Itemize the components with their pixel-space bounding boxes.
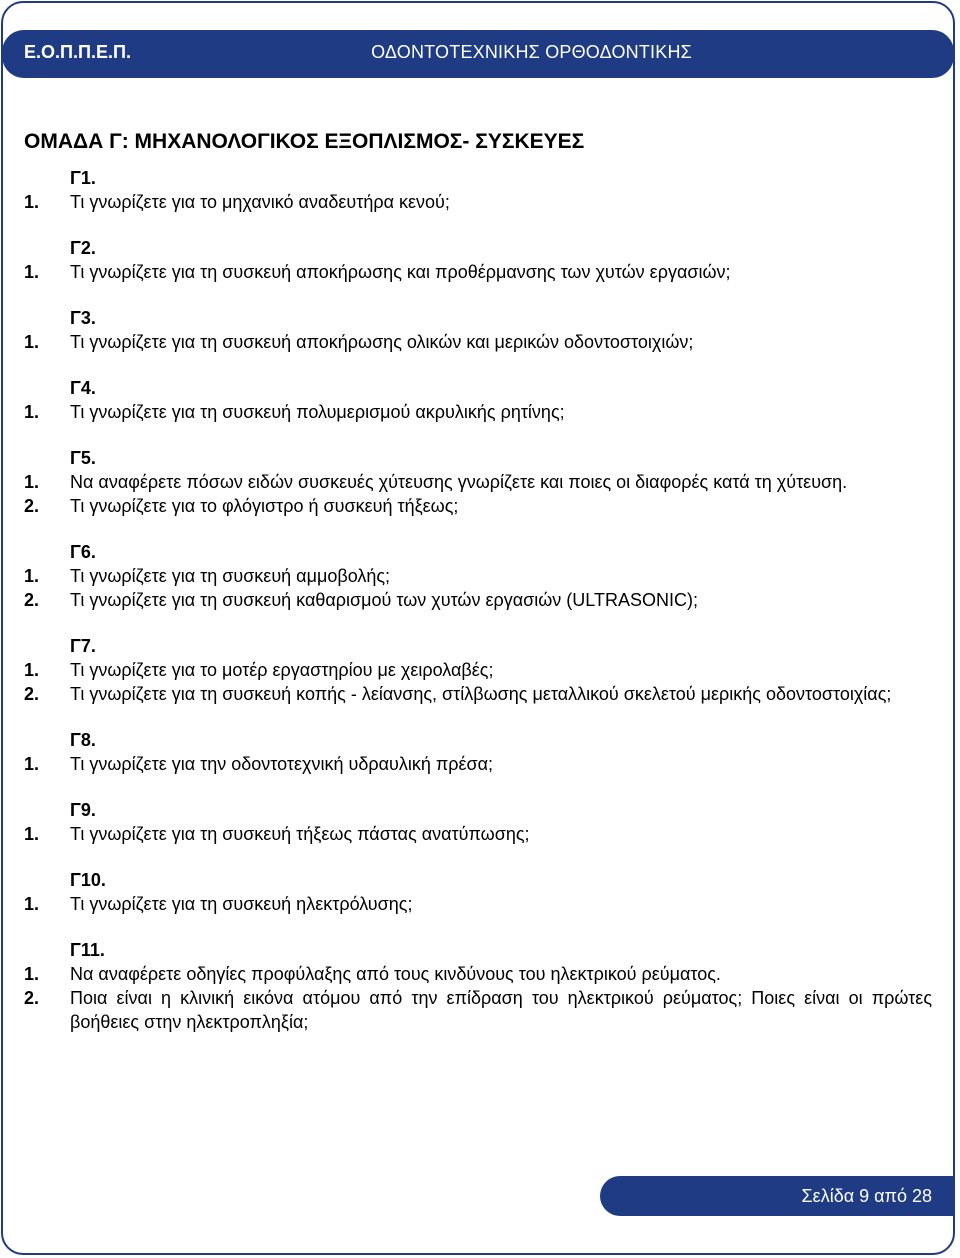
question-item: [24, 494, 932, 518]
question-number: 1.: [24, 472, 40, 492]
question-number: 1.: [24, 660, 40, 680]
question-group: [24, 540, 932, 612]
group-label: Γ2.: [70, 238, 96, 258]
question-text: Τι γνωρίζετε για το μοτέρ εργαστηρίου με χειρολαβές;: [70, 660, 494, 680]
question-groups: [24, 166, 932, 1034]
question-item: [24, 682, 932, 706]
question-number: 1.: [24, 332, 40, 352]
question-number: 2.: [24, 496, 40, 516]
question-text: Να αναφέρετε οδηγίες προφύλαξης από τους κινδύνους του ηλεκτρικού ρεύματος.: [70, 964, 721, 984]
question-number: 1.: [24, 964, 40, 984]
group-label: Γ11.: [70, 940, 105, 960]
question-item: [24, 330, 932, 354]
question-text: Τι γνωρίζετε για τη συσκευή κοπής - λείανσης, στίλβωσης μεταλλικού σκελετού μερικής οδοντοστοιχίας;: [70, 684, 892, 704]
group-label: Γ4.: [70, 378, 96, 398]
question-group: [24, 798, 932, 846]
question-item: [24, 892, 932, 916]
group-label: Γ10.: [70, 870, 106, 890]
question-group: [24, 306, 932, 354]
document-body: [24, 130, 932, 1056]
question-text: Τι γνωρίζετε για τη συσκευή πολυμερισμού ακρυλικής ρητίνης;: [70, 402, 565, 422]
question-number: 1.: [24, 824, 40, 844]
question-item: [24, 588, 932, 612]
question-item: [24, 962, 932, 986]
section-title: ΟΜΑΔΑ Γ: ΜΗΧΑΝΟΛΟΓΙΚΟΣ ΕΞΟΠΛΙΣΜΟΣ- ΣΥΣΚΕΥΕΣ: [24, 130, 585, 153]
question-text: Ποια είναι η κλινική εικόνα ατόμου από την επίδραση του ηλεκτρικού ρεύματος; Ποιες είναι οι πρώτες βοήθειες στην ηλεκτροπληξία;: [70, 988, 932, 1032]
question-item: [24, 822, 932, 846]
question-group: [24, 728, 932, 776]
question-group: [24, 938, 932, 1034]
question-text: Τι γνωρίζετε για τη συσκευή αποκήρωσης και προθέρμανσης των χυτών εργασιών;: [70, 262, 731, 282]
question-item: [24, 752, 932, 776]
question-item: [24, 986, 932, 1034]
question-group: [24, 634, 932, 706]
question-text: Τι γνωρίζετε για την οδοντοτεχνική υδραυλική πρέσα;: [70, 754, 494, 774]
question-item: [24, 260, 932, 284]
question-number: 1.: [24, 754, 40, 774]
question-text: Να αναφέρετε πόσων ειδών συσκευές χύτευσης γνωρίζετε και ποιες οι διαφορές κατά τη χύτευση.: [70, 472, 848, 492]
question-group: [24, 236, 932, 284]
question-text: Τι γνωρίζετε για το μηχανικό αναδευτήρα κενού;: [70, 192, 450, 212]
question-text: Τι γνωρίζετε για τη συσκευή αποκήρωσης ολικών και μερικών οδοντοστοιχιών;: [70, 332, 694, 352]
question-number: 2.: [24, 590, 40, 610]
question-item: [24, 190, 932, 214]
question-number: 2.: [24, 684, 40, 704]
question-group: [24, 868, 932, 916]
question-text: Τι γνωρίζετε για τη συσκευή ηλεκτρόλυσης;: [70, 894, 413, 914]
question-group: [24, 166, 932, 214]
group-label: Γ6.: [70, 542, 96, 562]
question-number: 1.: [24, 894, 40, 914]
page-number: Σελίδα 9 από 28: [801, 1186, 932, 1206]
group-label: Γ5.: [70, 448, 96, 468]
header-organization: Ε.Ο.Π.Π.Ε.Π.: [24, 42, 132, 62]
question-item: [24, 400, 932, 424]
question-group: [24, 376, 932, 424]
group-label: Γ8.: [70, 730, 96, 750]
question-number: 1.: [24, 566, 40, 586]
group-label: Γ9.: [70, 800, 96, 820]
group-label: Γ1.: [70, 168, 96, 188]
question-number: 1.: [24, 262, 40, 282]
question-number: 1.: [24, 192, 40, 212]
question-item: [24, 470, 932, 494]
question-text: Τι γνωρίζετε για τη συσκευή αμμοβολής;: [70, 566, 391, 586]
question-item: [24, 658, 932, 682]
question-group: [24, 446, 932, 518]
question-number: 1.: [24, 402, 40, 422]
question-number: 2.: [24, 988, 40, 1008]
question-text: Τι γνωρίζετε για τη συσκευή καθαρισμού των χυτών εργασιών (ULTRASONIC);: [70, 590, 698, 610]
group-label: Γ3.: [70, 308, 96, 328]
group-label: Γ7.: [70, 636, 96, 656]
question-text: Τι γνωρίζετε για το φλόγιστρο ή συσκευή τήξεως;: [70, 496, 459, 516]
question-item: [24, 564, 932, 588]
question-text: Τι γνωρίζετε για τη συσκευή τήξεως πάστας ανατύπωσης;: [70, 824, 530, 844]
header-specialty: ΟΔΟΝΤΟΤΕΧΝΙΚΗΣ ΟΡΘΟΔΟΝΤΙΚΗΣ: [371, 42, 692, 62]
